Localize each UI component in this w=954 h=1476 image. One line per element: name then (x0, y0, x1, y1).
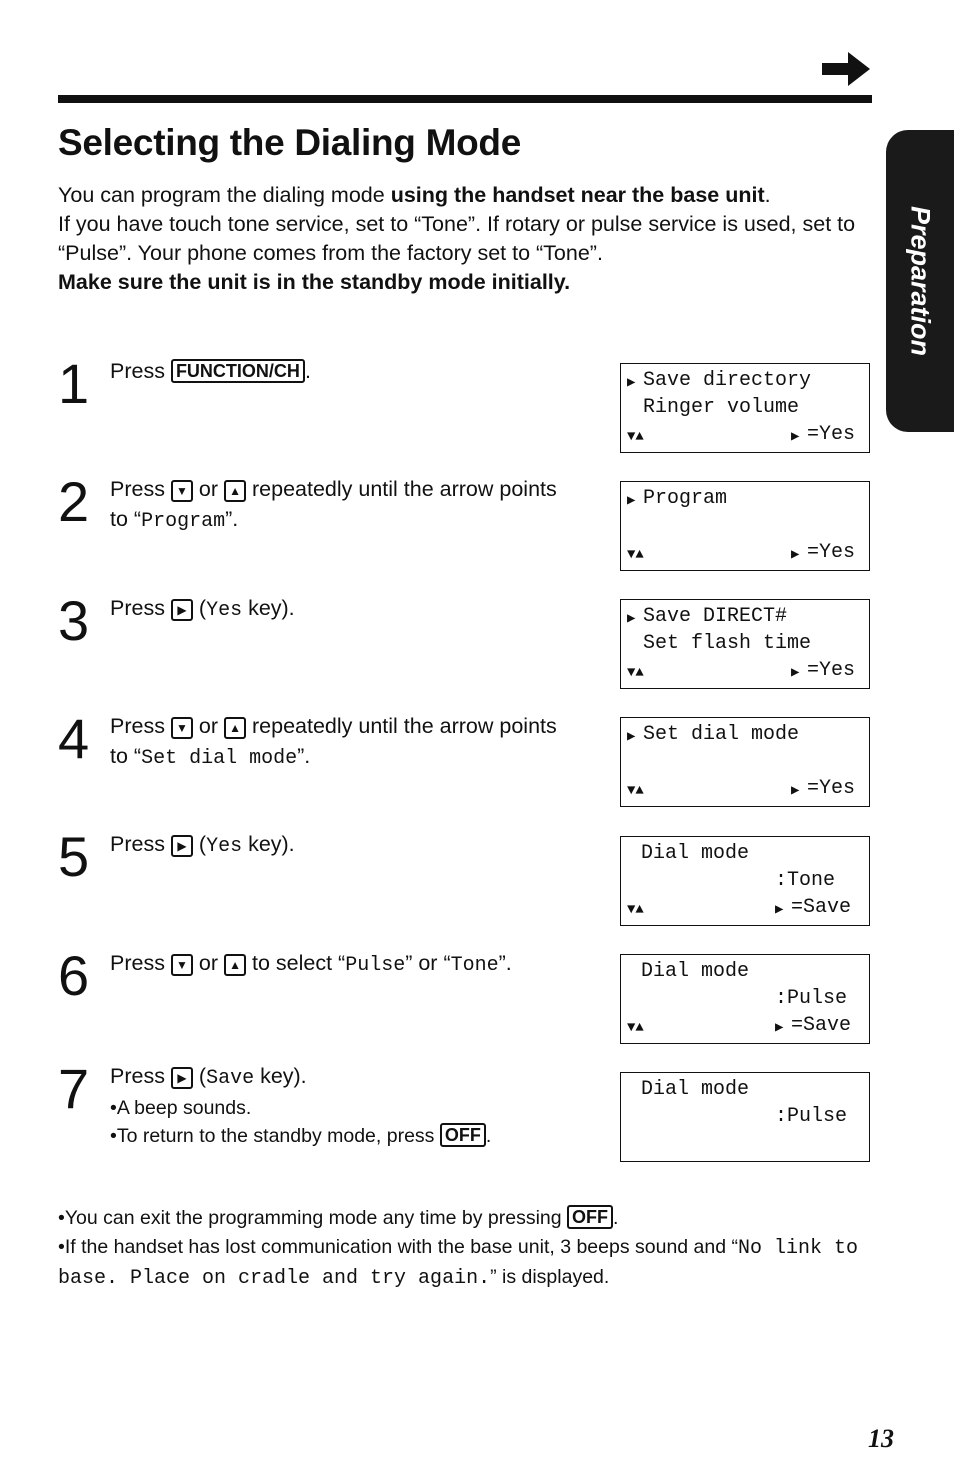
step-text-part: or (192, 714, 225, 738)
lcd-line-3: =Yes (807, 423, 856, 446)
up-down-icon: ▼▲ (627, 1020, 644, 1036)
page-number: 13 (868, 1424, 894, 1453)
lcd-line-3: =Yes (807, 541, 856, 564)
step-text (110, 1061, 580, 1150)
up-key-icon: ▲ (224, 954, 246, 976)
lcd-line-1: Save DIRECT# (643, 605, 788, 628)
lcd-line-1: Save directory (643, 369, 812, 392)
pointer-icon: ▶ (627, 611, 636, 627)
step-text (110, 829, 580, 862)
pointer-icon: ▶ (791, 429, 800, 445)
footnote-mono: No link to base. Place on cradle and try again. (58, 1237, 859, 1290)
up-down-icon: ▼▲ (627, 665, 644, 681)
step-number: 5 (58, 825, 90, 888)
pointer-icon: ▶ (791, 665, 800, 681)
step-text-mono: Pulse (345, 954, 406, 977)
pointer-icon: ▶ (627, 729, 636, 745)
step-text-part: ” or “ (405, 951, 451, 975)
lcd-line-1: Dial mode (641, 1078, 750, 1101)
step-text-mono: Yes (206, 599, 243, 622)
up-key-icon: ▲ (224, 717, 246, 739)
pointer-icon: ▶ (775, 1020, 784, 1036)
step-text-part: or (192, 951, 225, 975)
lcd-line-3: =Yes (807, 659, 856, 682)
lcd-line-2: :Pulse (775, 1105, 848, 1128)
step-text (110, 356, 580, 386)
step-text-part: or (192, 477, 225, 501)
intro-p3: Make sure the unit is in the standby mode initially. (58, 270, 571, 294)
down-key-icon: ▼ (171, 717, 193, 739)
lcd-display-1 (620, 363, 870, 453)
step-note-text: . (485, 1125, 492, 1147)
intro-p1 (58, 181, 858, 210)
step-text-mono: Save (206, 1067, 255, 1090)
step-text-part: key). (254, 1064, 307, 1088)
step-text (110, 474, 580, 537)
pointer-icon: ▶ (627, 375, 636, 391)
right-key-icon: ▶ (171, 1067, 193, 1089)
intro-p1-end: . (764, 183, 771, 207)
lcd-line-2: :Tone (775, 869, 836, 892)
lcd-line-2: Set flash time (643, 632, 812, 655)
step-text-part: Press (110, 359, 171, 383)
off-key: OFF (440, 1123, 486, 1147)
lcd-line-2: Ringer volume (643, 396, 800, 419)
page-title: Selecting the Dialing Mode (58, 122, 521, 163)
lcd-line-3: =Save (791, 896, 852, 919)
step-text-mono: Yes (206, 835, 243, 858)
lcd-line-3: =Save (791, 1014, 852, 1037)
step-text-part: repeatedly until the arrow points to “ (110, 477, 557, 531)
lcd-line-1: Set dial mode (643, 723, 800, 746)
off-key: OFF (567, 1205, 613, 1229)
arrow-right-icon (822, 52, 870, 86)
lcd-line-2: :Pulse (775, 987, 848, 1010)
intro (58, 181, 858, 297)
step-text-part: Press (110, 596, 171, 620)
down-key-icon: ▼ (171, 480, 193, 502)
step-note-text: •To return to the standby mode, press (110, 1125, 440, 1147)
footnote-text: •If the handset has lost communication with the base unit, 3 beeps sound and “ (58, 1236, 738, 1258)
footnote-text: ” is displayed. (490, 1266, 610, 1288)
step-text (110, 593, 580, 626)
step-text-mono: Tone (450, 954, 499, 977)
footnote-1 (58, 1204, 878, 1233)
lcd-line-3: =Yes (807, 777, 856, 800)
step-text-part: ”. (225, 507, 239, 531)
lcd-line-1: Dial mode (641, 960, 750, 983)
pointer-icon: ▶ (791, 783, 800, 799)
step-note (110, 1122, 580, 1150)
step-text (110, 711, 580, 774)
lcd-display-4 (620, 717, 870, 807)
step-text-mono: Program (141, 510, 226, 533)
step-text-part: Press (110, 951, 171, 975)
up-down-icon: ▼▲ (627, 902, 644, 918)
step-text-mono: Set dial mode (141, 747, 298, 770)
lcd-line-1: Dial mode (641, 842, 750, 865)
step-number: 2 (58, 470, 90, 533)
footnote-text: . (613, 1207, 619, 1229)
right-key-icon: ▶ (171, 599, 193, 621)
pointer-icon: ▶ (775, 902, 784, 918)
step-text-part: key). (242, 596, 295, 620)
footnote-text: •You can exit the programming mode any time by pressing (58, 1207, 568, 1229)
step-number: 7 (58, 1057, 90, 1120)
step-text-part: Press (110, 477, 171, 501)
step-note: •A beep sounds. (110, 1097, 252, 1119)
intro-p1-bold: using the handset near the base unit (390, 183, 765, 207)
step-text-part: key). (242, 832, 295, 856)
footnotes (58, 1204, 878, 1293)
up-key-icon: ▲ (224, 480, 246, 502)
step-text-part: ”. (297, 744, 311, 768)
step-text-part: Press (110, 1064, 171, 1088)
step-text-part: repeatedly until the arrow points to “ (110, 714, 557, 768)
lcd-display-6 (620, 954, 870, 1044)
right-key-icon: ▶ (171, 835, 193, 857)
lcd-display-2 (620, 481, 870, 571)
step-number: 6 (58, 944, 90, 1007)
pointer-icon: ▶ (791, 547, 800, 563)
function-ch-key: FUNCTION/CH (171, 359, 305, 383)
step-number: 3 (58, 589, 90, 652)
step-text-part: ”. (498, 951, 512, 975)
step-text-part: . (304, 359, 311, 383)
intro-p1-text: You can program the dialing mode (58, 183, 391, 207)
step-text-part: ( (192, 1064, 207, 1088)
down-key-icon: ▼ (171, 954, 193, 976)
step-number: 1 (58, 352, 90, 415)
step-text-part: Press (110, 832, 171, 856)
up-down-icon: ▼▲ (627, 783, 644, 799)
up-down-icon: ▼▲ (627, 429, 644, 445)
lcd-display-5 (620, 836, 870, 926)
lcd-display-3 (620, 599, 870, 689)
footnote-2 (58, 1233, 878, 1293)
up-down-icon: ▼▲ (627, 547, 644, 563)
section-tab (886, 130, 954, 432)
step-text-part: to select “ (246, 951, 346, 975)
lcd-display-7 (620, 1072, 870, 1162)
lcd-line-1: Program (643, 487, 728, 510)
step-number: 4 (58, 707, 90, 770)
header-rule (58, 95, 872, 103)
step-text-part: ( (192, 596, 207, 620)
intro-p2: If you have touch tone service, set to “Tone”. If rotary or pulse service is used, set to “Pulse”. Your phone comes from the factory set to “Tone”. (58, 212, 856, 265)
step-text-part: Press (110, 714, 171, 738)
section-tab-label: Preparation (905, 205, 936, 357)
step-text-part: ( (192, 832, 207, 856)
pointer-icon: ▶ (627, 493, 636, 509)
step-text (110, 948, 580, 981)
